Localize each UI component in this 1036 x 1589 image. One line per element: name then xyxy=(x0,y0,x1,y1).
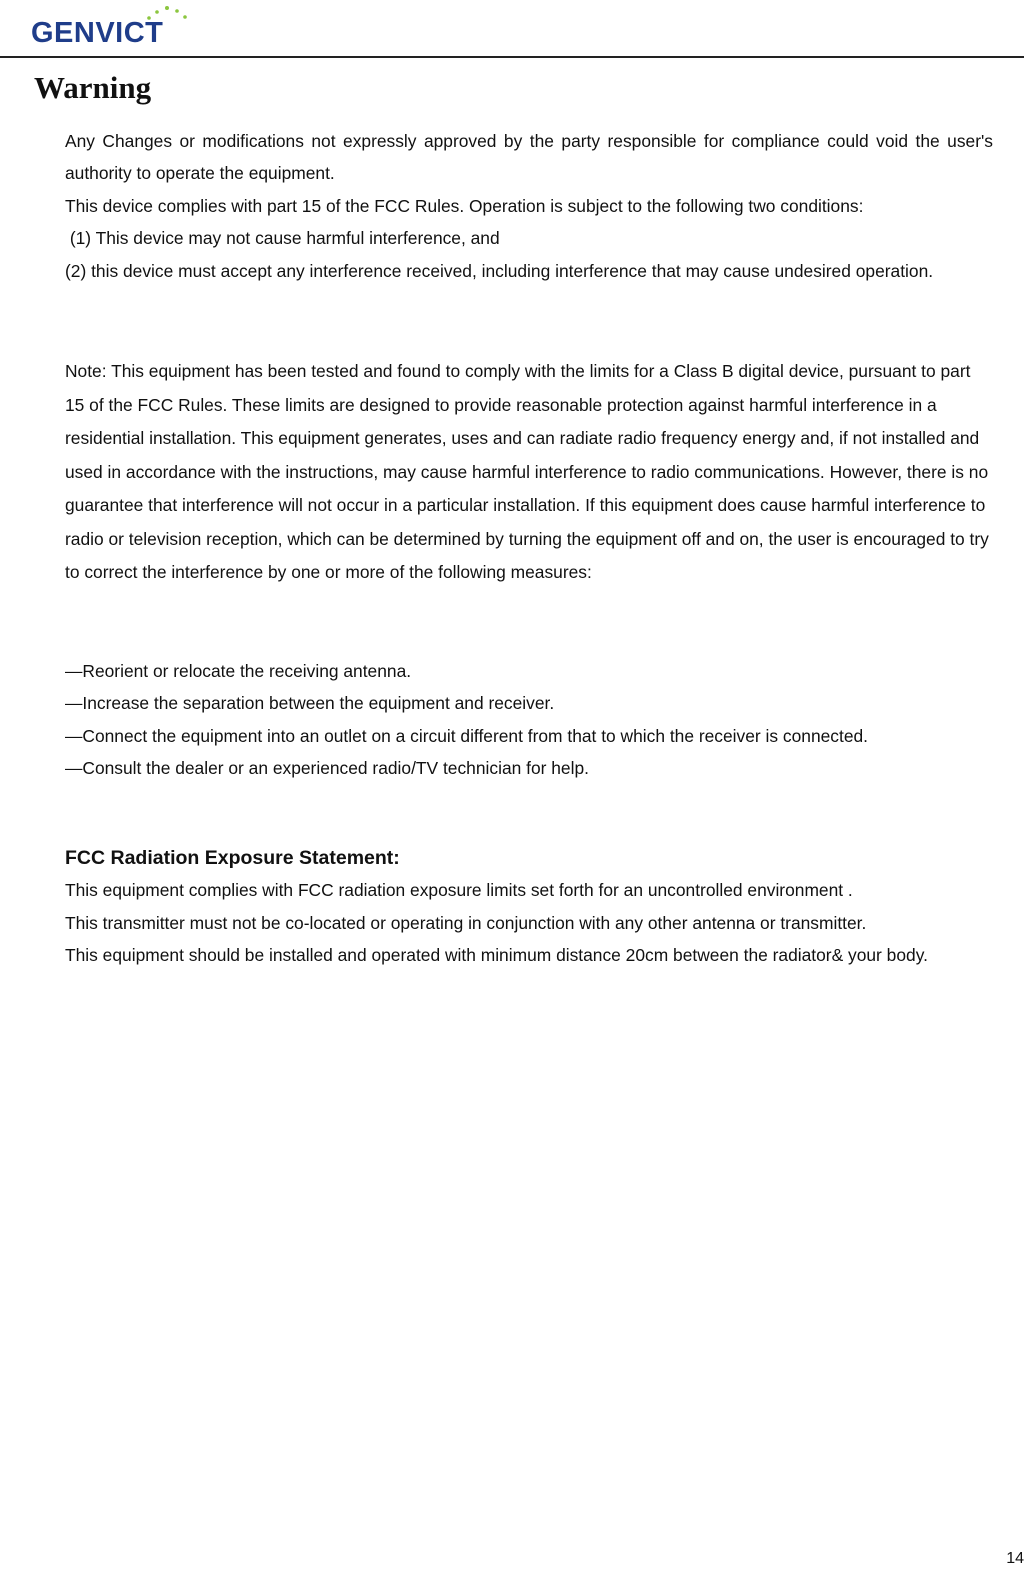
company-logo xyxy=(31,5,187,49)
page-header xyxy=(0,0,1036,58)
condition-2: (2) this device must accept any interference received, including interference that may cause undesired operation. xyxy=(65,260,934,281)
note-paragraph: Note: This equipment has been tested and found to comply with the limits for a Class B digital device, pursuant to part 15 of the FCC Rules. These limits are designed to provide reasonable protection against harmful interference in a residential installation. This equipment generates, uses and can radiate radio frequency energy and, if not installed and used in accordance with the instructions, may cause harmful interference to radio communications. However, there is no guarantee that interference will not occur in a particular installation. If this equipment does cause harmful interference to radio or television reception, which can be determined by turning the equipment off and on, the user is encouraged to try to correct the interference by one or more of the following measures: xyxy=(65,361,989,582)
fcc-heading: FCC Radiation Exposure Statement: xyxy=(65,847,400,869)
header-divider xyxy=(0,56,1024,58)
fcc-section xyxy=(65,842,993,972)
fcc-line-1: This equipment complies with FCC radiation exposure limits set forth for an uncontrolled environment . xyxy=(65,880,853,901)
measure-item: —Increase the separation between the equipment and receiver. xyxy=(65,693,555,714)
condition-1: (1) This device may not cause harmful interference, and xyxy=(65,228,500,249)
measure-item: —Consult the dealer or an experienced radio/TV technician for help. xyxy=(65,758,589,779)
measures-list xyxy=(65,655,993,785)
complies-paragraph: This device complies with part 15 of the FCC Rules. Operation is subject to the following two conditions: xyxy=(65,195,864,216)
page-number: 14 xyxy=(1006,1550,1024,1567)
measure-item: —Reorient or relocate the receiving antenna. xyxy=(65,661,412,681)
page-title: Warning xyxy=(34,70,152,105)
changes-paragraph: Any Changes or modifications not expressly approved by the party responsible for compliance could void the user's authority to operate the equipment. xyxy=(65,131,993,184)
measure-item: —Connect the equipment into an outlet on a circuit different from that to which the receiver is connected. xyxy=(65,725,868,746)
intro-section xyxy=(65,125,993,287)
logo-text: GENVICT xyxy=(31,17,164,49)
note-section xyxy=(65,355,993,590)
fcc-line-2: This transmitter must not be co-located or operating in conjunction with any other antenna or transmitter. xyxy=(65,912,867,933)
fcc-line-3: This equipment should be installed and operated with minimum distance 20cm between the radiator& your body. xyxy=(65,945,928,966)
